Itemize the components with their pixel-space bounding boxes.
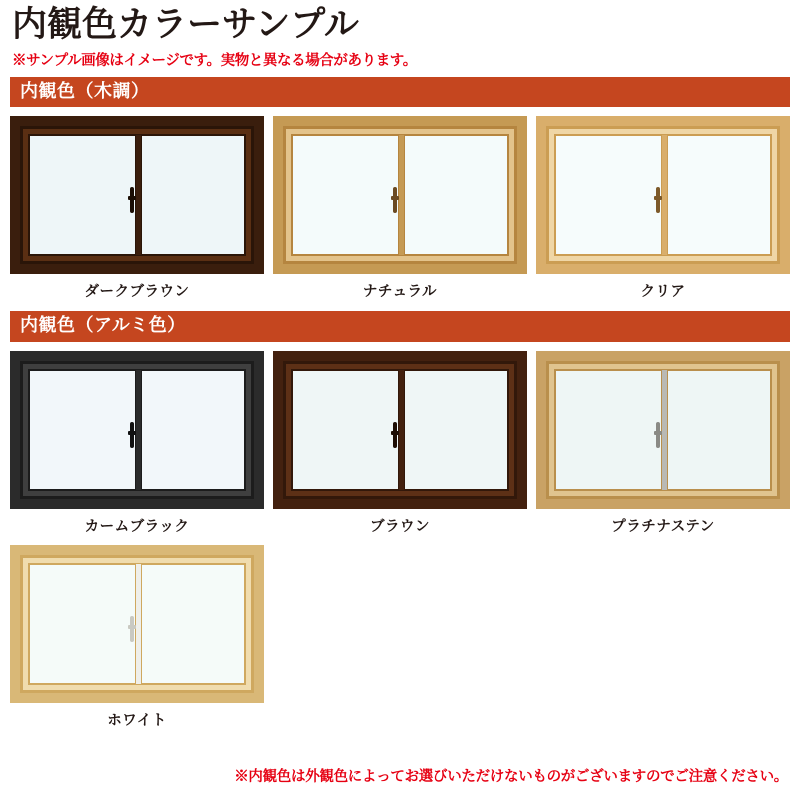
window-handle bbox=[656, 422, 660, 448]
glass-pane-right bbox=[400, 369, 509, 491]
sample-cell-natural bbox=[273, 116, 527, 301]
glass-pane-left bbox=[291, 134, 400, 256]
glass-pane-left bbox=[28, 563, 137, 685]
window-illustration bbox=[10, 351, 264, 509]
center-mullion bbox=[661, 369, 668, 491]
center-mullion bbox=[398, 369, 405, 491]
sample-cell-brown bbox=[273, 351, 527, 536]
glass-pane-left bbox=[28, 134, 137, 256]
window-handle bbox=[393, 422, 397, 448]
window-frame bbox=[10, 545, 264, 703]
sample-cell-calm-black bbox=[10, 351, 264, 536]
window-frame bbox=[273, 116, 527, 274]
sample-label: クリア bbox=[640, 284, 686, 301]
window-handle bbox=[656, 187, 660, 213]
sample-label: ホワイト bbox=[107, 713, 167, 730]
window-illustration bbox=[10, 116, 264, 274]
glass-pane-right bbox=[663, 369, 772, 491]
window-illustration bbox=[10, 545, 264, 703]
glass-pane-left bbox=[554, 134, 663, 256]
window-frame bbox=[536, 116, 790, 274]
window-handle bbox=[130, 616, 134, 642]
sample-cell-dark-brown bbox=[10, 116, 264, 301]
center-mullion bbox=[135, 369, 142, 491]
glass-pane-right bbox=[137, 369, 246, 491]
glass-pane-left bbox=[28, 369, 137, 491]
sample-label: ダークブラウン bbox=[84, 284, 190, 301]
window-frame bbox=[536, 351, 790, 509]
window-frame bbox=[273, 351, 527, 509]
window-handle bbox=[393, 187, 397, 213]
window-handle bbox=[130, 422, 134, 448]
glass-pane-right bbox=[137, 134, 246, 256]
window-frame bbox=[10, 351, 264, 509]
window-illustration bbox=[536, 351, 790, 509]
glass-pane-right bbox=[400, 134, 509, 256]
glass-pane-right bbox=[137, 563, 246, 685]
section-header-wood: 内観色（木調） bbox=[10, 77, 790, 108]
window-illustration bbox=[536, 116, 790, 274]
sample-label: プラチナステン bbox=[611, 519, 715, 536]
sample-label: ナチュラル bbox=[362, 284, 438, 301]
window-illustration bbox=[273, 351, 527, 509]
sample-row-wood bbox=[10, 116, 790, 301]
sample-cell-white bbox=[10, 545, 264, 730]
window-handle bbox=[130, 187, 134, 213]
glass-pane-right bbox=[663, 134, 772, 256]
sample-cell-platinum-stain bbox=[536, 351, 790, 536]
page-title: 内観色カラーサンプル bbox=[12, 5, 359, 44]
center-mullion bbox=[135, 563, 142, 685]
bottom-notice: ※内観色は外観色によってお選びいただけないものがございますのでご注意ください。 bbox=[234, 769, 788, 785]
sample-label: カームブラック bbox=[84, 519, 190, 536]
sample-row-aluminum bbox=[10, 351, 790, 536]
glass-pane-left bbox=[291, 369, 400, 491]
sample-row-white bbox=[10, 545, 790, 730]
window-frame bbox=[10, 116, 264, 274]
sample-label: ブラウン bbox=[370, 519, 430, 536]
glass-pane-left bbox=[554, 369, 663, 491]
section-header-aluminum: 内観色（アルミ色） bbox=[10, 311, 790, 342]
top-notice: ※サンプル画像はイメージです。実物と異なる場合があります。 bbox=[12, 52, 417, 69]
window-illustration bbox=[273, 116, 527, 274]
sample-cell-clear bbox=[536, 116, 790, 301]
